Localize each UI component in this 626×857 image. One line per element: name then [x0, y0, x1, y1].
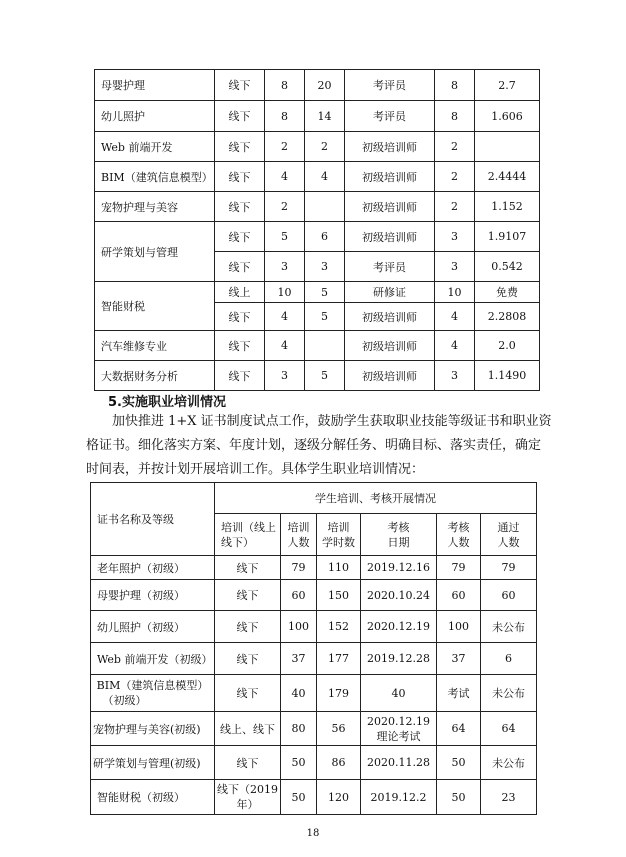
table-row: 幼儿照护（初级） 线下 100 152 2020.12.19 100 未公布 [91, 611, 537, 643]
header-cert-name: 证书名称及等级 [91, 483, 215, 556]
paragraph-line-1: 加快推进 1+X 证书制度试点工作，鼓励学生获取职业技能等级证书和职业资 [112, 414, 552, 429]
paragraph-line-2: 格证书。细化落实方案、年度计划，逐级分解任务、明确目标、落实责任，确定 [86, 438, 542, 453]
table-row: 智能财税（初级） 线下（2019 年） 50 120 2019.12.2 50 23 [91, 780, 537, 815]
table-row: 汽车维修专业 线下 4 初级培训师 4 2.0 [95, 331, 540, 361]
paragraph-line-3: 时间表，并按计划开展培训工作。具体学生职业培训情况： [86, 462, 425, 477]
table-row: 智能财税 线上 10 5 研修证 10 免费 [95, 282, 540, 303]
table-subheader-row: 培训（线上 线下） 培训 人数 培训 学时数 考核 日期 考核 人数 通过 人数 [91, 514, 537, 556]
table-row: 线下 4 5 初级培训师 4 2.2808 [95, 303, 540, 331]
table-row: 宠物护理与美容(初级) 线上、线下 80 56 2020.12.19 理论考试 64 64 [91, 712, 537, 746]
table-row: 母婴护理 线下 8 20 考评员 8 2.7 [95, 70, 540, 101]
student-training-table [90, 482, 537, 815]
table-row: 研学策划与管理 线下 5 6 初级培训师 3 1.9107 [95, 222, 540, 252]
table-row: 幼儿照护 线下 8 14 考评员 8 1.606 [95, 101, 540, 132]
table-row: 宠物护理与美容 线下 2 初级培训师 2 1.152 [95, 192, 540, 222]
teacher-training-table [94, 69, 540, 391]
table-row: Web 前端开发（初级） 线下 37 177 2019.12.28 37 6 [91, 643, 537, 675]
page-number: 18 [306, 828, 320, 839]
table-row: 老年照护（初级） 线下 79 110 2019.12.16 79 79 [91, 556, 537, 580]
table-row: 大数据财务分析 线下 3 5 初级培训师 3 1.1490 [95, 361, 540, 391]
table-header-row [91, 483, 537, 514]
table-row: BIM（建筑信息模型） （初级） 线下 40 179 40 考试 未公布 [91, 675, 537, 712]
table-row: 研学策划与管理(初级) 线下 50 86 2020.11.28 50 未公布 [91, 746, 537, 780]
table-row: BIM（建筑信息模型） 线下 4 4 初级培训师 2 2.4444 [95, 162, 540, 192]
section-heading: 5.实施职业培训情况 [108, 395, 226, 410]
table-row: 母婴护理（初级） 线下 60 150 2020.10.24 60 60 [91, 580, 537, 611]
table-row: 线下 3 3 考评员 3 0.542 [95, 252, 540, 282]
header-group: 学生培训、考核开展情况 [215, 483, 537, 514]
table-row: Web 前端开发 线下 2 2 初级培训师 2 [95, 132, 540, 162]
